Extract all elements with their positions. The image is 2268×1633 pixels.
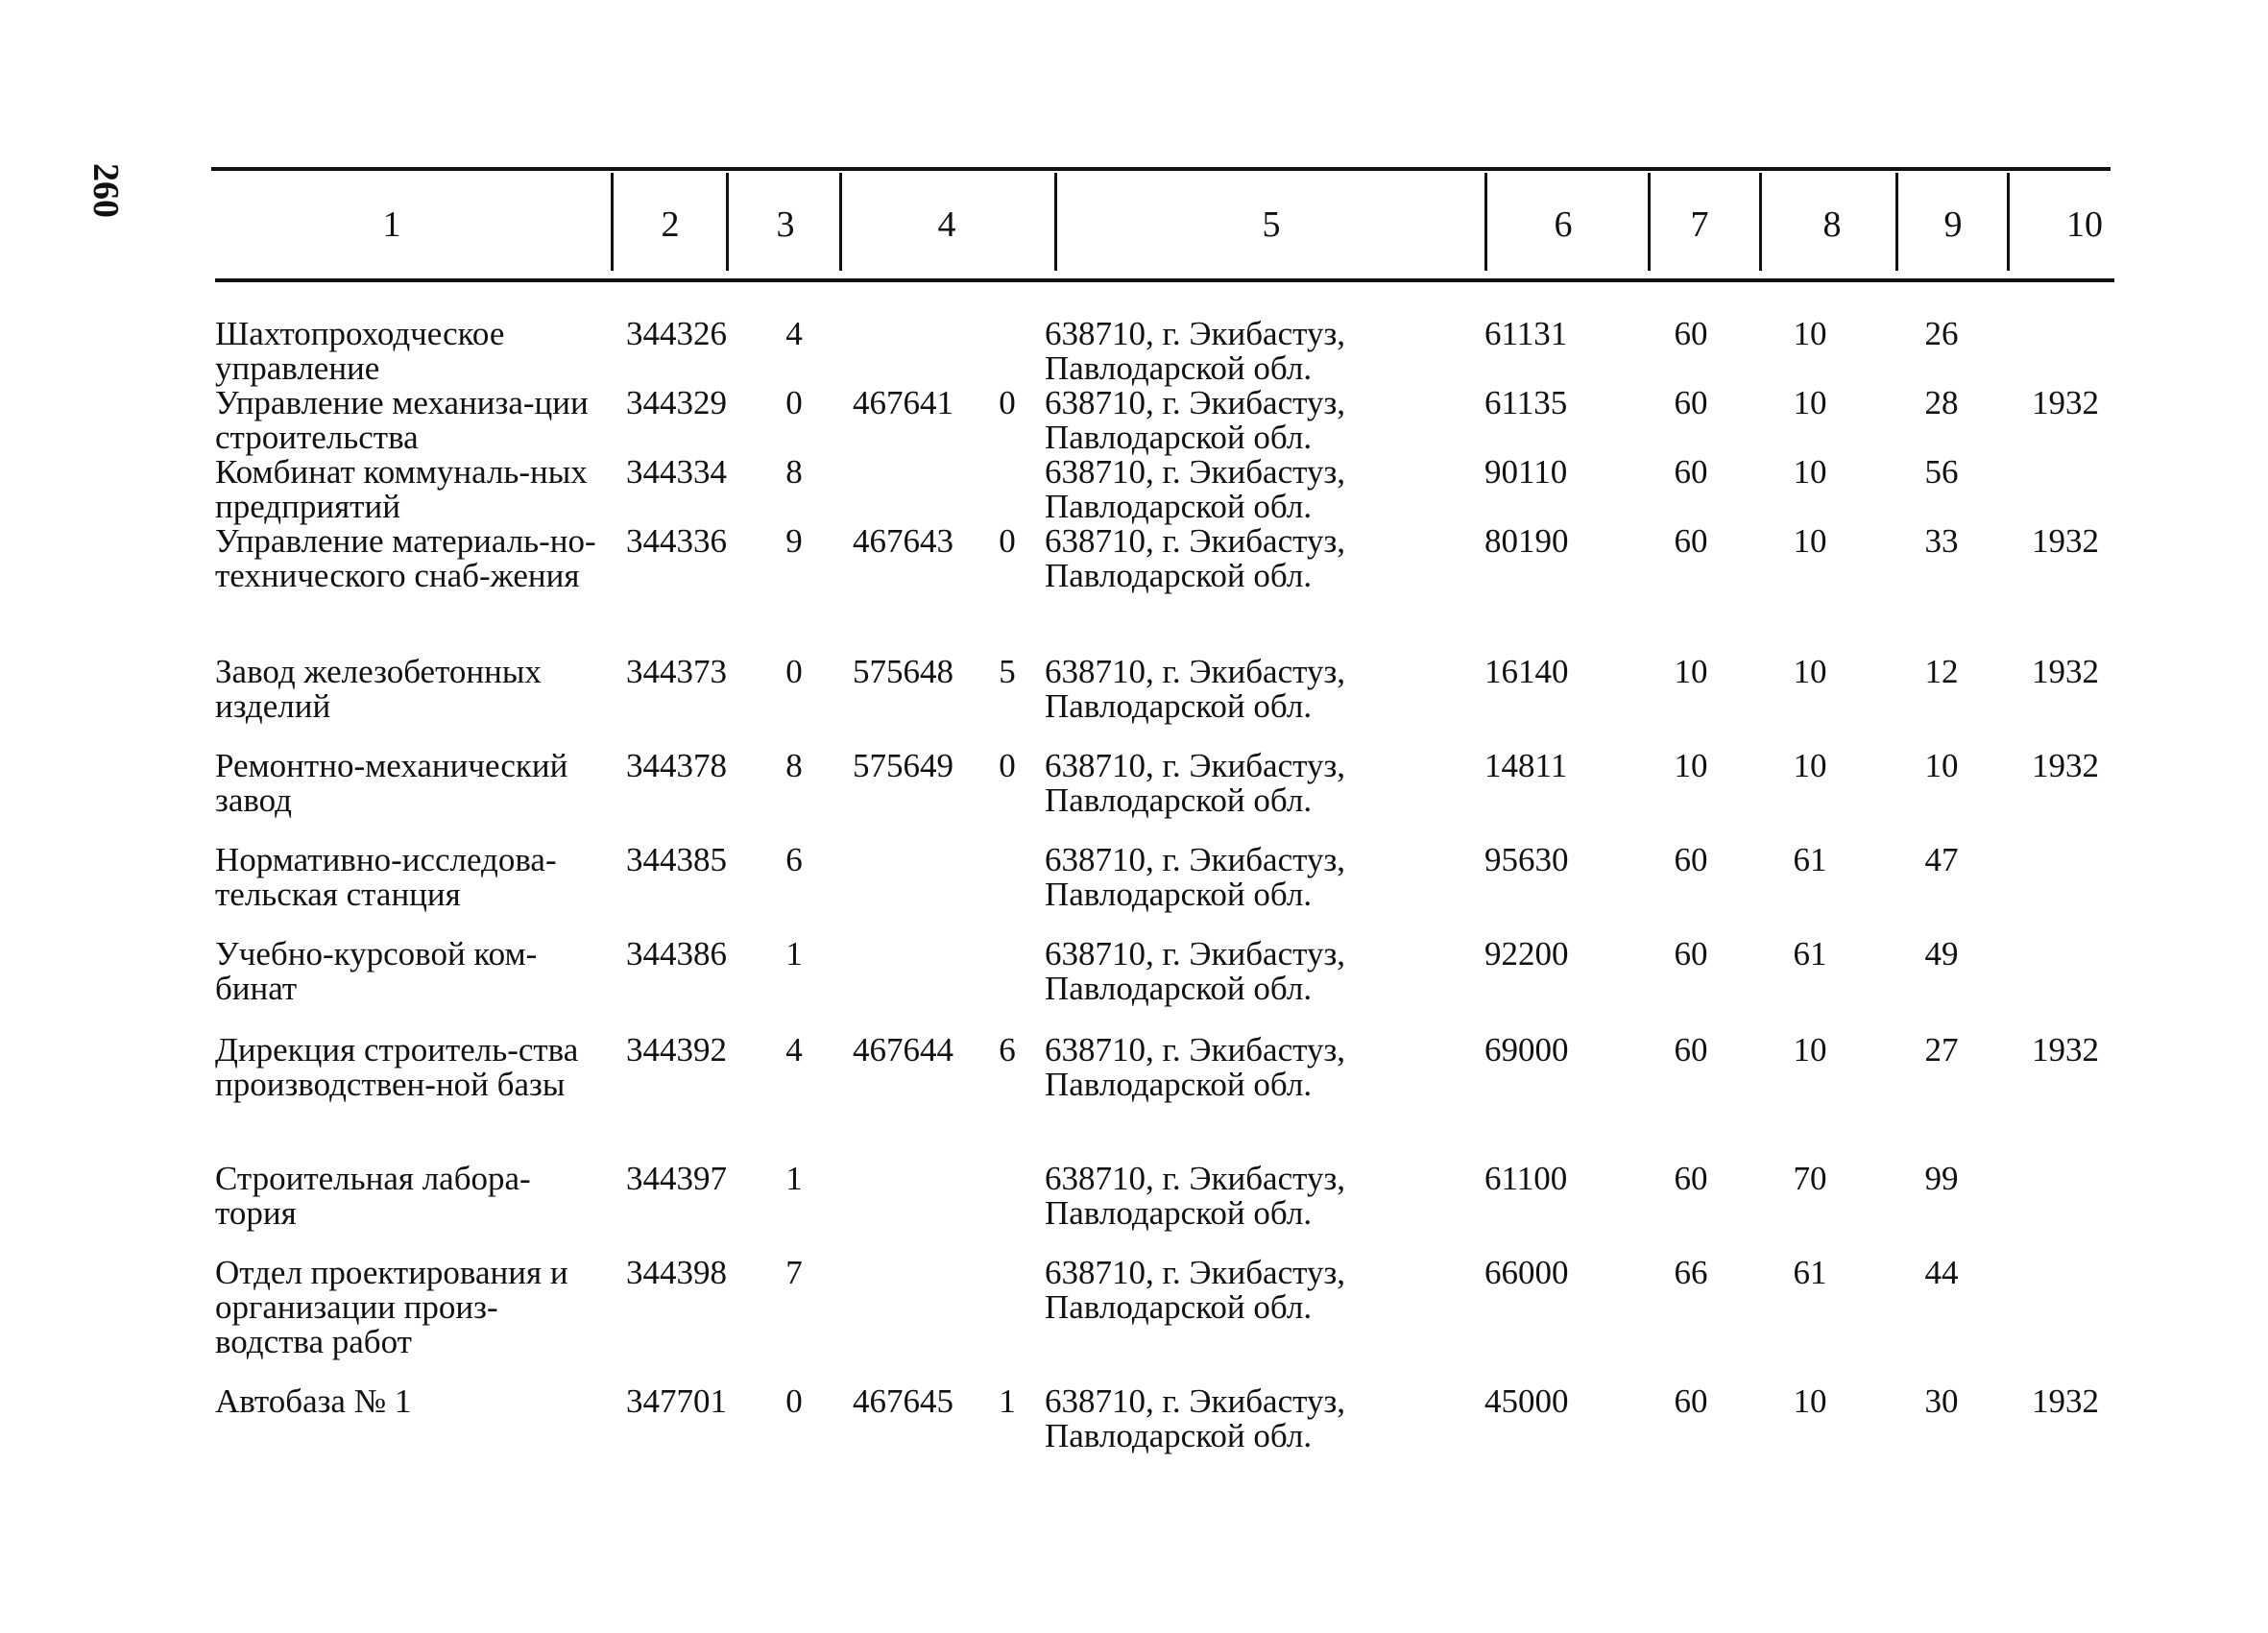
row-col-10: 1932 bbox=[2032, 653, 2099, 690]
row-col-7: 60 bbox=[1674, 522, 1708, 560]
row-code: 344336 bbox=[626, 522, 727, 560]
row-col-6: 61135 bbox=[1484, 384, 1568, 421]
row-address-line-2: Павлодарской обл. bbox=[1045, 557, 1313, 594]
row-check-digit-2: 0 bbox=[999, 384, 1016, 421]
row-code-2: 575649 bbox=[853, 747, 953, 784]
row-address-line-2: Павлодарской обл. bbox=[1045, 349, 1313, 387]
row-col-6: 90110 bbox=[1484, 453, 1568, 491]
row-col-8: 61 bbox=[1793, 841, 1827, 878]
row-col-8: 61 bbox=[1793, 1254, 1827, 1291]
row-address-line-1: 638710, г. Экибастуз, bbox=[1045, 653, 1346, 690]
row-name: Управление механиза-ции строительства bbox=[215, 384, 589, 456]
row-address-line-2: Павлодарской обл. bbox=[1045, 1066, 1313, 1103]
row-code-2: 467644 bbox=[853, 1031, 953, 1069]
row-check-digit: 0 bbox=[785, 653, 803, 690]
row-col-7: 60 bbox=[1674, 841, 1708, 878]
row-address-line-2: Павлодарской обл. bbox=[1045, 876, 1313, 913]
row-col-7: 60 bbox=[1674, 453, 1708, 491]
row-col-7: 60 bbox=[1674, 1160, 1708, 1197]
row-col-6: 61131 bbox=[1484, 315, 1568, 352]
row-name: Ремонтно-механический завод bbox=[215, 747, 568, 819]
row-col-9: 99 bbox=[1924, 1160, 1959, 1197]
row-name: Строительная лабора-тория bbox=[215, 1160, 531, 1232]
row-address-line-2: Павлодарской обл. bbox=[1045, 970, 1313, 1007]
row-col-6: 45000 bbox=[1484, 1382, 1569, 1420]
header-col-5: 5 bbox=[1262, 204, 1281, 245]
row-code: 347701 bbox=[626, 1382, 727, 1420]
header-col-4: 4 bbox=[937, 204, 956, 245]
header-col-2: 2 bbox=[661, 204, 680, 245]
row-check-digit: 8 bbox=[785, 453, 803, 491]
column-separator bbox=[1484, 173, 1487, 271]
row-code: 344334 bbox=[626, 453, 727, 491]
row-address-line-1: 638710, г. Экибастуз, bbox=[1045, 315, 1346, 352]
row-address-line-1: 638710, г. Экибастуз, bbox=[1045, 522, 1346, 560]
row-name: Завод железобетонных изделий bbox=[215, 653, 542, 725]
row-col-7: 10 bbox=[1674, 747, 1708, 784]
row-col-8: 10 bbox=[1793, 453, 1827, 491]
row-address-line-1: 638710, г. Экибастуз, bbox=[1045, 935, 1346, 973]
header-col-8: 8 bbox=[1822, 204, 1842, 245]
row-col-9: 49 bbox=[1924, 935, 1959, 973]
row-address-line-2: Павлодарской обл. bbox=[1045, 1417, 1313, 1454]
row-name: Комбинат коммуналь-ных предприятий bbox=[215, 453, 588, 525]
row-col-10: 1932 bbox=[2032, 1031, 2099, 1069]
header-col-9: 9 bbox=[1943, 204, 1963, 245]
row-code: 344329 bbox=[626, 384, 727, 421]
row-address-line-2: Павлодарской обл. bbox=[1045, 419, 1313, 456]
row-col-9: 56 bbox=[1924, 453, 1959, 491]
column-separator bbox=[611, 173, 614, 271]
row-address-line-1: 638710, г. Экибастуз, bbox=[1045, 384, 1346, 421]
row-name: Автобаза № 1 bbox=[215, 1382, 412, 1420]
row-col-7: 60 bbox=[1674, 384, 1708, 421]
row-check-digit-2: 6 bbox=[999, 1031, 1016, 1069]
header-col-7: 7 bbox=[1690, 204, 1709, 245]
row-col-7: 60 bbox=[1674, 1382, 1708, 1420]
row-col-6: 69000 bbox=[1484, 1031, 1569, 1069]
row-col-8: 10 bbox=[1793, 315, 1827, 352]
row-col-7: 60 bbox=[1674, 315, 1708, 352]
row-col-8: 10 bbox=[1793, 653, 1827, 690]
row-col-6: 80190 bbox=[1484, 522, 1569, 560]
row-name: Управление материаль-но-технического снаб-жения bbox=[215, 522, 596, 594]
row-code: 344392 bbox=[626, 1031, 727, 1069]
row-col-8: 61 bbox=[1793, 935, 1827, 973]
row-code: 344378 bbox=[626, 747, 727, 784]
row-name: Учебно-курсовой ком-бинат bbox=[215, 935, 538, 1007]
row-check-digit: 0 bbox=[785, 384, 803, 421]
row-col-10: 1932 bbox=[2032, 747, 2099, 784]
row-col-6: 92200 bbox=[1484, 935, 1569, 973]
row-check-digit: 4 bbox=[785, 1031, 803, 1069]
row-col-10: 1932 bbox=[2032, 384, 2099, 421]
row-col-10: 1932 bbox=[2032, 1382, 2099, 1420]
row-col-9: 12 bbox=[1924, 653, 1959, 690]
row-check-digit: 9 bbox=[785, 522, 803, 560]
row-col-9: 27 bbox=[1924, 1031, 1959, 1069]
row-col-8: 10 bbox=[1793, 1382, 1827, 1420]
header-col-10: 10 bbox=[2066, 204, 2103, 245]
table-top-rule bbox=[211, 167, 2111, 171]
row-col-9: 10 bbox=[1924, 747, 1959, 784]
row-check-digit: 6 bbox=[785, 841, 803, 878]
row-col-9: 47 bbox=[1924, 841, 1959, 878]
column-separator bbox=[1054, 173, 1057, 271]
row-col-6: 61100 bbox=[1484, 1160, 1568, 1197]
row-check-digit: 7 bbox=[785, 1254, 803, 1291]
row-address-line-1: 638710, г. Экибастуз, bbox=[1045, 1254, 1346, 1291]
row-name: Шахтопроходческое управление bbox=[215, 315, 505, 387]
column-separator bbox=[839, 173, 842, 271]
row-address-line-1: 638710, г. Экибастуз, bbox=[1045, 1382, 1346, 1420]
row-col-6: 16140 bbox=[1484, 653, 1569, 690]
row-code-2: 467645 bbox=[853, 1382, 953, 1420]
row-address-line-1: 638710, г. Экибастуз, bbox=[1045, 841, 1346, 878]
row-col-9: 26 bbox=[1924, 315, 1959, 352]
row-check-digit: 1 bbox=[785, 1160, 803, 1197]
row-address-line-1: 638710, г. Экибастуз, bbox=[1045, 1160, 1346, 1197]
row-check-digit-2: 1 bbox=[999, 1382, 1016, 1420]
header-col-6: 6 bbox=[1554, 204, 1573, 245]
row-check-digit: 4 bbox=[785, 315, 803, 352]
table-header-rule bbox=[215, 278, 2114, 282]
row-col-9: 44 bbox=[1924, 1254, 1959, 1291]
row-name: Нормативно-исследова-тельская станция bbox=[215, 841, 557, 913]
row-col-9: 30 bbox=[1924, 1382, 1959, 1420]
column-separator bbox=[2007, 173, 2010, 271]
row-address-line-2: Павлодарской обл. bbox=[1045, 488, 1313, 525]
row-address-line-2: Павлодарской обл. bbox=[1045, 781, 1313, 819]
column-separator bbox=[1648, 173, 1651, 271]
header-col-1: 1 bbox=[382, 204, 401, 245]
row-col-7: 10 bbox=[1674, 653, 1708, 690]
row-col-8: 10 bbox=[1793, 747, 1827, 784]
row-col-6: 14811 bbox=[1484, 747, 1568, 784]
row-code: 344386 bbox=[626, 935, 727, 973]
row-col-8: 10 bbox=[1793, 384, 1827, 421]
row-check-digit-2: 0 bbox=[999, 522, 1016, 560]
row-check-digit: 1 bbox=[785, 935, 803, 973]
header-col-3: 3 bbox=[776, 204, 795, 245]
row-address-line-2: Павлодарской обл. bbox=[1045, 1288, 1313, 1326]
row-code: 344326 bbox=[626, 315, 727, 352]
row-code: 344373 bbox=[626, 653, 727, 690]
row-name: Отдел проектирования и организации произ-водства работ bbox=[215, 1254, 568, 1360]
row-address-line-2: Павлодарской обл. bbox=[1045, 1194, 1313, 1232]
row-address-line-1: 638710, г. Экибастуз, bbox=[1045, 1031, 1346, 1069]
row-check-digit: 8 bbox=[785, 747, 803, 784]
row-col-9: 28 bbox=[1924, 384, 1959, 421]
page-number: 260 bbox=[85, 163, 126, 218]
row-check-digit-2: 0 bbox=[999, 747, 1016, 784]
row-col-10: 1932 bbox=[2032, 522, 2099, 560]
row-address-line-1: 638710, г. Экибастуз, bbox=[1045, 747, 1346, 784]
row-address-line-1: 638710, г. Экибастуз, bbox=[1045, 453, 1346, 491]
row-col-8: 70 bbox=[1793, 1160, 1827, 1197]
row-col-7: 60 bbox=[1674, 935, 1708, 973]
column-separator bbox=[1895, 173, 1898, 271]
row-code: 344398 bbox=[626, 1254, 727, 1291]
row-col-8: 10 bbox=[1793, 1031, 1827, 1069]
row-check-digit-2: 5 bbox=[999, 653, 1016, 690]
row-check-digit: 0 bbox=[785, 1382, 803, 1420]
row-col-8: 10 bbox=[1793, 522, 1827, 560]
row-address-line-2: Павлодарской обл. bbox=[1045, 687, 1313, 725]
row-code-2: 467641 bbox=[853, 384, 953, 421]
row-code-2: 575648 bbox=[853, 653, 953, 690]
row-col-6: 66000 bbox=[1484, 1254, 1569, 1291]
row-name: Дирекция строитель-ства производствен-ной базы bbox=[215, 1031, 579, 1103]
row-code: 344397 bbox=[626, 1160, 727, 1197]
row-code-2: 467643 bbox=[853, 522, 953, 560]
row-col-7: 60 bbox=[1674, 1031, 1708, 1069]
column-separator bbox=[1759, 173, 1762, 271]
column-separator bbox=[726, 173, 729, 271]
row-col-9: 33 bbox=[1924, 522, 1959, 560]
row-col-7: 66 bbox=[1674, 1254, 1708, 1291]
row-col-6: 95630 bbox=[1484, 841, 1569, 878]
row-code: 344385 bbox=[626, 841, 727, 878]
